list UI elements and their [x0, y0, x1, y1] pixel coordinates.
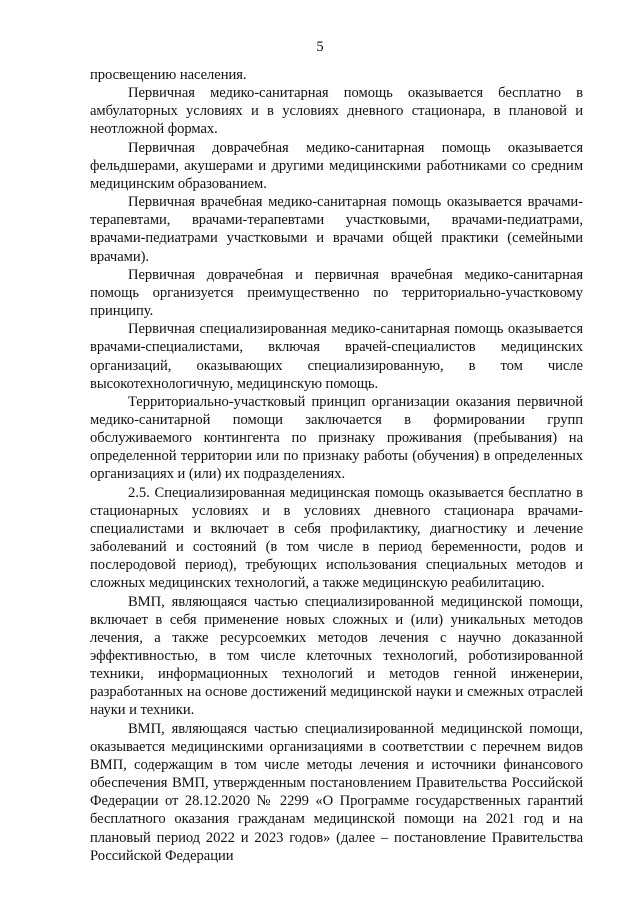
paragraph: Первичная врачебная медико-санитарная помощь оказывается врачами-терапевтами, врачами-терапевтами участковыми, врачами-педиатрами, врачами-педиатрами участковыми и врачами общей практики (семейными врачами). [90, 194, 583, 265]
page-number: 5 [316, 39, 324, 55]
paragraph: Первичная специализированная медико-санитарная помощь оказывается врачами-специалистами, включая врачей-специалистов медицинских организаций, оказывающих специализированную, в том числе высокотехнологичную, медицинскую помощь. [90, 321, 583, 392]
paragraph: ВМП, являющаяся частью специализированной медицинской помощи, оказывается медицинскими организациями в соответствии с перечнем видов ВМП, содержащим в том числе методы лечения и источники финансового обеспечения ВМП, утвержденным постановлением Правительства Российской Федерации от 28.12.2020 № 2299 «О Программе государственных гарантий бесплатного оказания гражданам медицинской помощи на 2021 год и на плановый период 2022 и 2023 годов» (далее – постановление Правительства Российской Федерации [90, 720, 583, 864]
paragraph: Первичная доврачебная медико-санитарная помощь оказывается фельдшерами, акушерами и другими медицинскими работниками со средним медицинским образованием. [90, 139, 583, 192]
paragraph: Территориально-участковый принцип организации оказания первичной медико-санитарной помощи заключается в формировании групп обслуживаемого контингента по признаку проживания (пребывания) на определенной территории или по признаку работы (обучения) в определенных организациях и (или) их подразделениях. [90, 393, 583, 483]
paragraph: ВМП, являющаяся частью специализированной медицинской помощи, включает в себя применение новых сложных и (или) уникальных методов лечения, а также ресурсоемких методов лечения с научно доказанной эффективностью, в том числе клеточных технологий, роботизированной техники, информационных технологий и методов генной инженерии, разработанных на основе достижений медицинской науки и смежных отраслей науки и техники. [90, 593, 583, 719]
paragraph: Первичная доврачебная и первичная врачебная медико-санитарная помощь организуется преимущественно по территориально-участковому принципу. [90, 266, 583, 320]
paragraph: просвещению населения. [90, 67, 247, 83]
document-body [90, 66, 583, 865]
paragraph: Первичная медико-санитарная помощь оказывается бесплатно в амбулаторных условиях и в условиях дневного стационара, в плановой и неотложной формах. [90, 85, 583, 138]
paragraph: 2.5. Специализированная медицинская помощь оказывается бесплатно в стационарных условиях и в условиях дневного стационара врачами-специалистами и включает в себя профилактику, диагностику и лечение заболеваний и состояний (в том числе в период беременности, родов и послеродовой период), требующих использования специальных методов и сложных медицинских технологий, а также медицинскую реабилитацию. [90, 484, 583, 592]
